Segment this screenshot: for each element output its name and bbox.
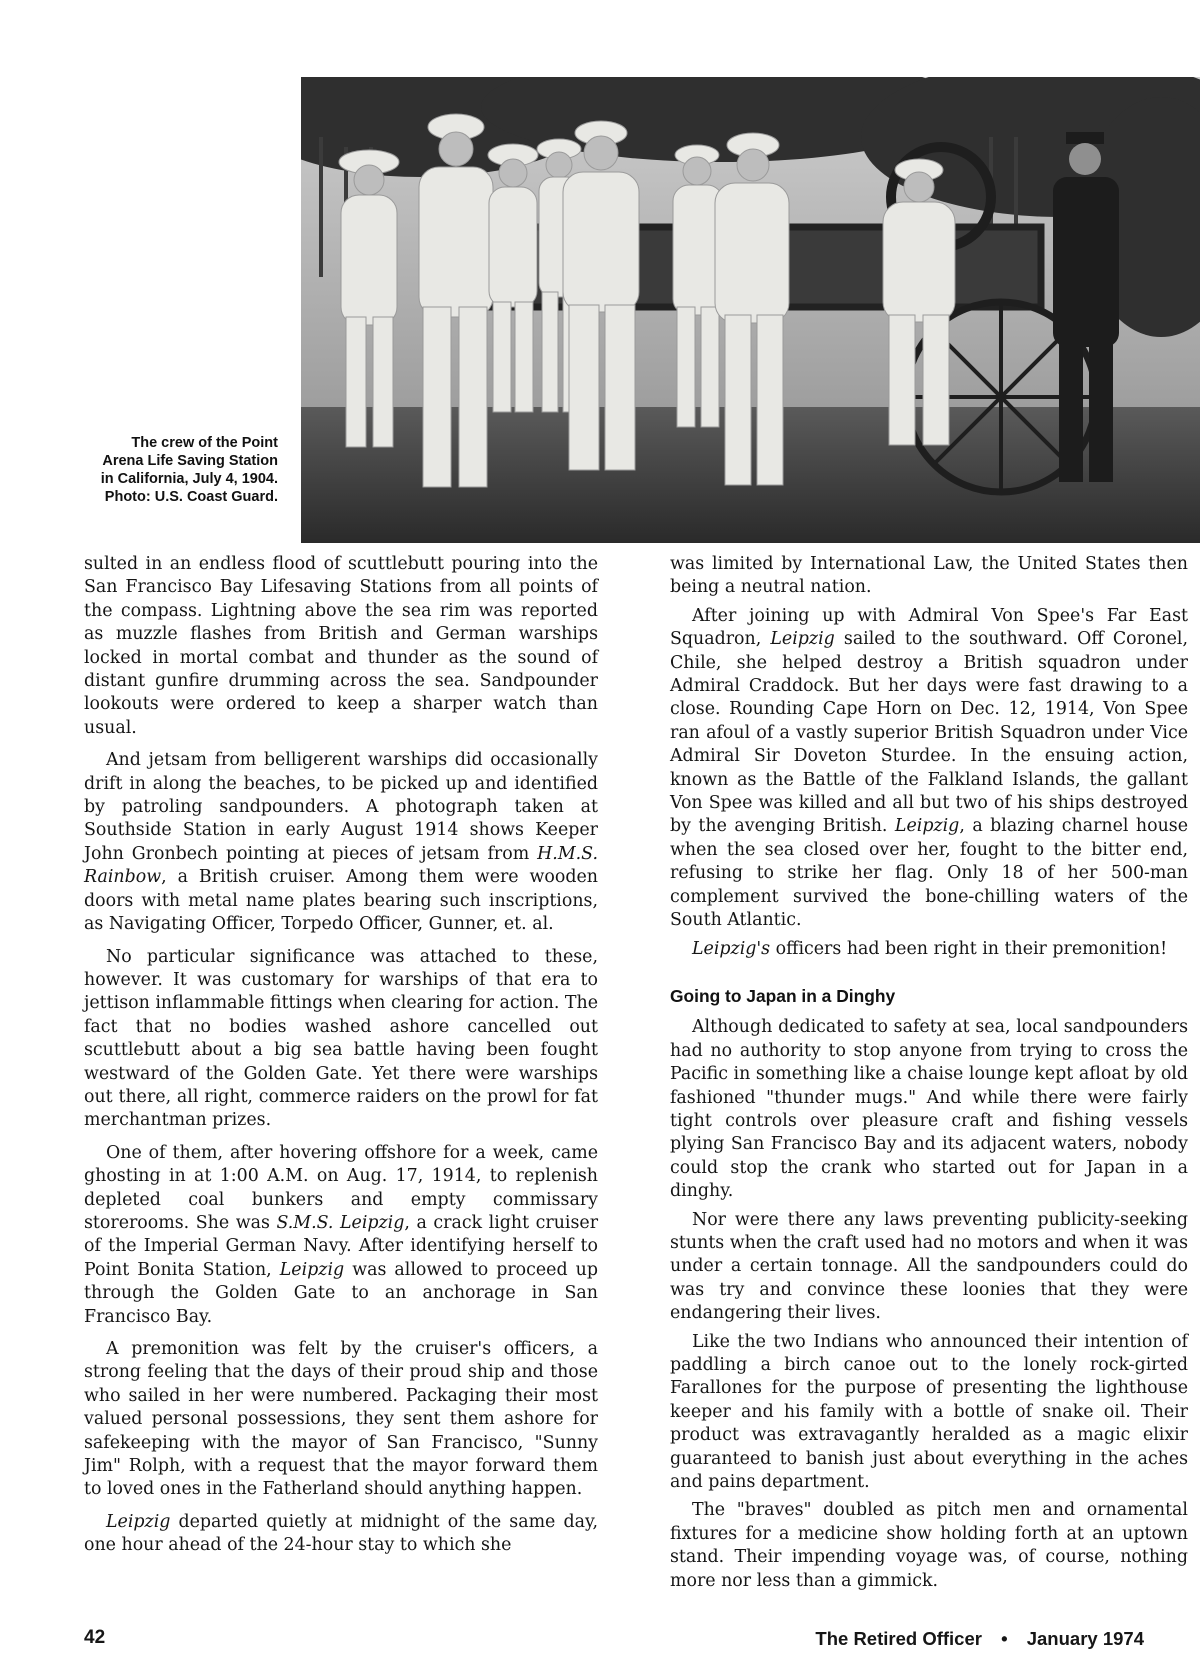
section-heading <box>670 985 1188 1008</box>
text-run: Like the two Indians who announced their intention of paddling a birch canoe out to the lonely rock-girted Farallones for the purpose of presenting the lighthouse keeper and his family with a bottle of snake oil. Their product was extravagantly heralded as a magic elixir guaranteed to banish just about everything in the aches and pains department. <box>670 1331 1188 1493</box>
article-paragraph <box>84 1142 598 1329</box>
text-run: , a British cruiser. Among them were wooden doors with metal name plates bearing such inscriptions, as Navigating Officer, Torpedo Officer, Gunner, et. al. <box>84 867 598 935</box>
article-right-column <box>670 553 1188 1598</box>
italic-text: Leipzig <box>894 816 960 837</box>
article-paragraph <box>670 1016 1188 1203</box>
footer-separator: • <box>1001 1628 1008 1649</box>
text-run: The "braves" doubled as pitch men and ornamental fixtures for a medicine show holding forth at an uptown stand. Their impending voyage was, of course, nothing more nor less than a gimmick. <box>670 1500 1188 1591</box>
article-paragraph <box>84 1338 598 1502</box>
article-paragraph <box>84 1511 598 1558</box>
photo-caption: The crew of the Point Arena Life Saving Station in California, July 4, 1904. Photo: U.S. Coast Guard. <box>100 435 278 505</box>
text-run: Although dedicated to safety at sea, local sandpounders had no authority to stop anyone from trying to cross the Pacific in something like a chaise lounge kept afloat by old fashioned "thunder mugs." And while there were fairly tight controls over pleasure craft and fishing vessels plying San Francisco Bay and its adjacent waters, nobody could stop the crank who started out for Japan in a dinghy. <box>670 1017 1188 1202</box>
article-paragraph <box>670 938 1188 961</box>
text-run: After joining up with Admiral Von Spee's Far East Squadron, <box>670 605 1188 650</box>
crew-photo <box>301 77 1200 543</box>
text-run: sailed to the southward. Off Coronel, Chile, she helped destroy a British squadron under Admiral Craddock. But her days were fast drawing to a close. Rounding Cape Horn on Dec. 12, 1914, Von Spee ran afoul of a vastly superior British Squadron under Vice Admiral Sir Doveton Sturdee. In the ensuing action, known as the Battle of the Falkland Islands, the gallant Von Spee was killed and all but two of his ships destroyed by the avenging British. <box>670 629 1188 837</box>
text-run: officers had been right in their premonition! <box>770 938 1168 959</box>
article-paragraph <box>84 749 598 936</box>
text-run: Nor were there any laws preventing publicity-seeking stunts when the craft used had no motors and when it was under a certain tonnage. All the sandpounders could do was try and convince these loonies that they were endangering their lives. <box>670 1209 1188 1324</box>
text-run: Going to Japan in a Dinghy <box>670 985 896 1006</box>
text-run: , a blazing charnel house when the sea closed over her, fought to the bitter end, refusing to strike her flag. Only 18 of her 500-man complement survived the bone-chilling waters of the South Atlantic. <box>670 816 1189 931</box>
article-paragraph <box>670 553 1188 600</box>
article-paragraph <box>670 1209 1188 1326</box>
text-run: One of them, after hovering offshore for a week, came ghosting in at 1:00 A.M. on Aug. 17, 1914, to replenish depleted coal bunkers and empty commissary storerooms. She was <box>84 1142 598 1233</box>
article-paragraph <box>84 553 598 740</box>
text-run: No particular significance was attached to these, however. It was customary for warships of that era to jettison inflammable fittings when clearing for action. The fact that no bodies washed ashore cancelled out scuttlebutt about a big sea battle having been fought westward of the Golden Gate. Yet there were warships out there, all right, commerce raiders on the prowl for fat merchantman prizes. <box>84 946 598 1131</box>
article-paragraph <box>670 1331 1188 1495</box>
text-run: And jetsam from belligerent warships did occasionally drift in along the beaches, to be picked up and identified by patroling sandpounders. A photograph taken at Southside Station in early August 1914 shows Keeper John Gronbech pointing at pieces of jetsam from <box>84 750 598 864</box>
italic-text: S.M.S. Leipzig <box>276 1212 405 1233</box>
italic-text: Leipzig <box>106 1511 171 1532</box>
text-run: was allowed to proceed up through the Golden Gate to an anchorage in San Francisco Bay. <box>84 1259 598 1327</box>
issue-date: January 1974 <box>1026 1628 1144 1649</box>
article-paragraph <box>670 605 1188 933</box>
italic-text: Leipzig <box>770 629 835 650</box>
article-left-column <box>84 553 598 1567</box>
italic-text: Leipzig <box>279 1259 345 1280</box>
text-run: departed quietly at midnight of the same day, one hour ahead of the 24-hour stay to which she <box>84 1511 598 1556</box>
page-number: 42 <box>84 1627 106 1648</box>
text-run: , a crack light cruiser of the Imperial German Navy. After identifying herself to Point Bonita Station, <box>84 1212 599 1280</box>
text-run: A premonition was felt by the cruiser's officers, a strong feeling that the days of their proud ship and those who sailed in her were numbered. Packaging their most valued personal possessions, they sent them ashore for safekeeping with the mayor of San Francisco, "Sunny Jim" Rolph, with a request that the mayor forward them to loved ones in the Fatherland should anything happen. <box>84 1339 598 1500</box>
text-run: was limited by International Law, the United States then being a neutral nation. <box>670 554 1188 598</box>
text-run: sulted in an endless flood of scuttlebutt pouring into the San Francisco Bay Lifesaving Stations from all points of the compass. Lightning above the sea rim was reported as muzzle flashes from British and German warships locked in mortal combat and thunder as the sound of distant gunfire drumming across the sea. Sandpounder lookouts were ordered to keep a sharper watch than usual. <box>84 554 598 738</box>
italic-text: H.M.S. Rainbow <box>84 843 598 888</box>
running-footer <box>815 1628 1144 1650</box>
publication-name: The Retired Officer <box>815 1628 982 1649</box>
article-paragraph <box>670 1499 1188 1593</box>
article-paragraph <box>84 946 598 1133</box>
italic-text: Leipzig's <box>692 938 771 959</box>
